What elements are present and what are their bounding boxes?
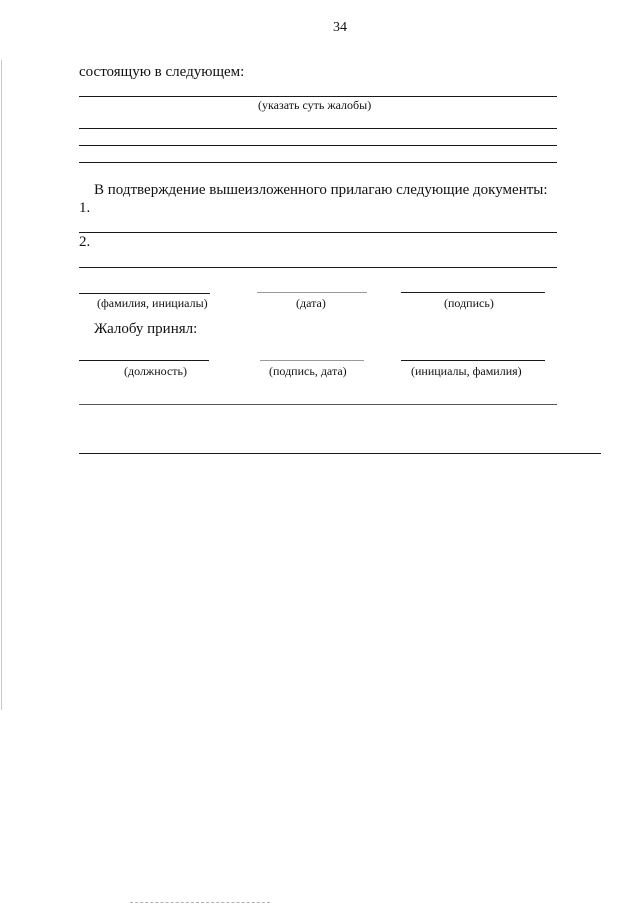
receiver-position-caption: (должность): [124, 364, 187, 378]
attachment-number-2: 2.: [79, 234, 91, 250]
complaint-line-4: [79, 162, 557, 163]
applicant-signature-caption: (подпись): [444, 296, 494, 310]
scan-bottom-artifact: [130, 902, 270, 903]
receiver-initials-line: [401, 360, 545, 361]
closing-line: [79, 404, 557, 405]
attachments-heading: В подтверждение вышеизложенного прилагаю следующие документы:: [94, 182, 548, 198]
applicant-date-caption: (дата): [296, 296, 326, 310]
section-separator: [79, 453, 601, 454]
applicant-signature-line: [401, 292, 545, 293]
attachment-line-1: [79, 232, 557, 233]
complaint-line-2: [79, 128, 557, 129]
receiver-position-line: [79, 360, 209, 361]
receiver-initials-caption: (инициалы, фамилия): [411, 364, 522, 378]
applicant-name-line: [79, 293, 210, 294]
complaint-line-3: [79, 145, 557, 146]
receiver-signature-date-line: [260, 360, 364, 361]
received-label: Жалобу принял:: [94, 321, 198, 337]
complaint-caption: (указать суть жалобы): [258, 98, 372, 112]
applicant-name-caption: (фамилия, инициалы): [97, 296, 208, 310]
receiver-signature-date-caption: (подпись, дата): [269, 364, 347, 378]
complaint-line-1: [79, 96, 557, 97]
scan-left-edge: [1, 60, 2, 710]
applicant-date-line: [257, 292, 367, 293]
attachment-number-1: 1.: [79, 200, 91, 216]
attachment-line-2: [79, 267, 557, 268]
intro-text: состоящую в следующем:: [79, 64, 245, 80]
page-number: 34: [333, 20, 347, 35]
